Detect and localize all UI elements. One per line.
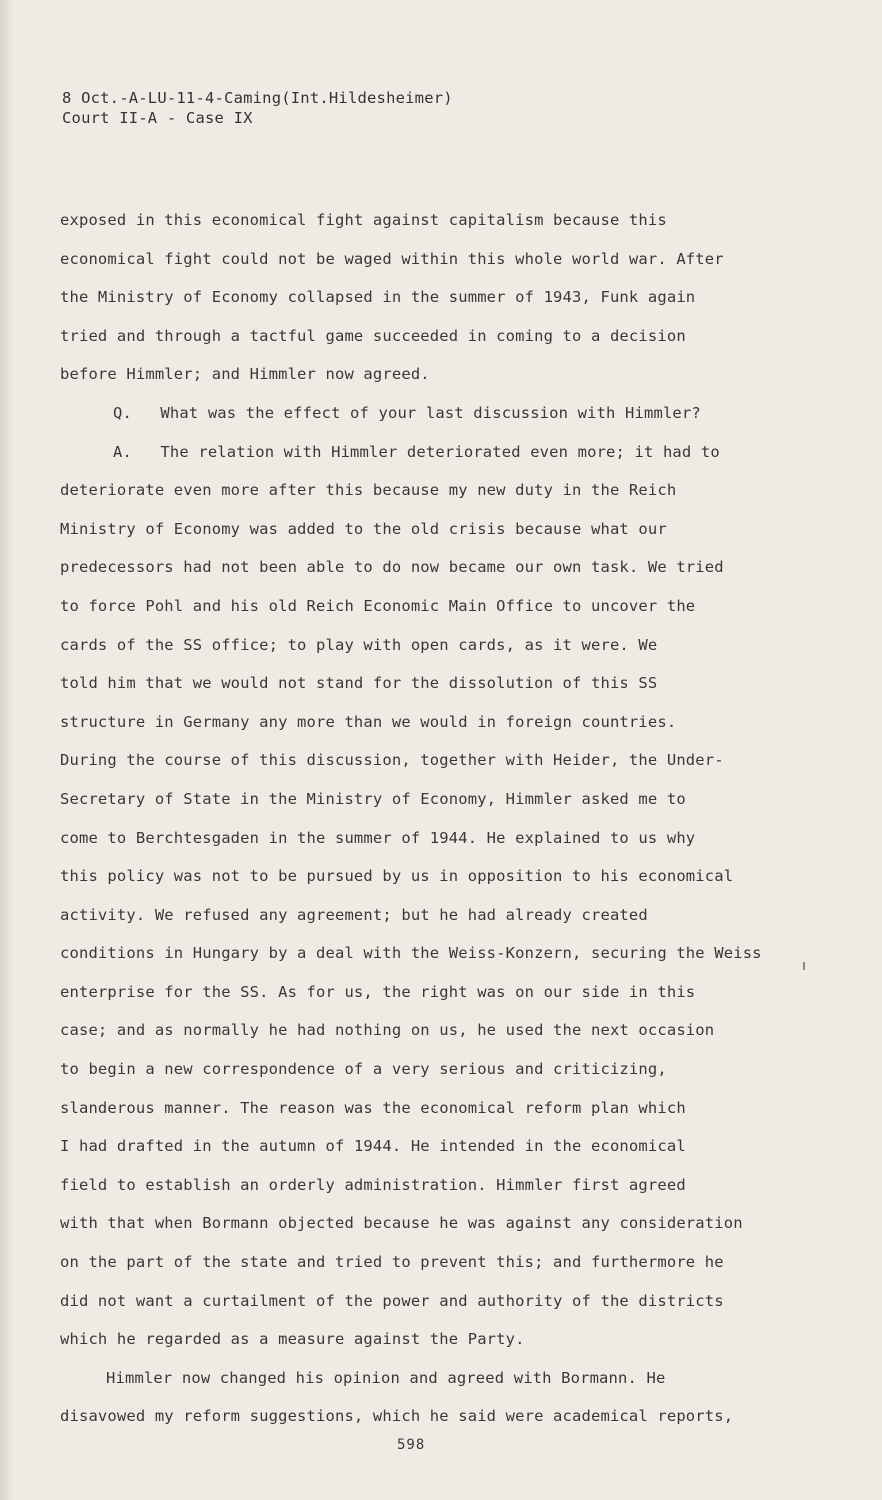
- text-line: activity. We refused any agreement; but he had already created: [60, 905, 648, 924]
- text-line: with that when Bormann objected because he was against any consideration: [60, 1214, 743, 1233]
- text-line: A. The relation with Himmler deteriorated even more; it had to: [113, 442, 720, 461]
- text-line: cards of the SS office; to play with open cards, as it were. We: [60, 635, 658, 654]
- text-line: During the course of this discussion, together with Heider, the Under-: [60, 751, 724, 770]
- text-line: case; and as normally he had nothing on us, he used the next occasion: [60, 1021, 715, 1040]
- page-edge-shadow: [0, 0, 14, 1500]
- header-line-1: 8 Oct.-A-LU-11-4-Caming(Int.Hildesheimer): [62, 89, 453, 107]
- text-line: predecessors had not been able to do now became our own task. We tried: [60, 558, 724, 577]
- text-line: conditions in Hungary by a deal with the Weiss-Konzern, securing the Weiss: [60, 944, 762, 963]
- text-line: come to Berchtesgaden in the summer of 1944. He explained to us why: [60, 828, 696, 847]
- margin-mark: [803, 962, 805, 970]
- text-line: this policy was not to be pursued by us in opposition to his economical: [60, 867, 734, 886]
- text-line: on the part of the state and tried to prevent this; and furthermore he: [60, 1253, 724, 1272]
- text-line: disavowed my reform suggestions, which he said were academical reports,: [60, 1407, 734, 1426]
- text-line: field to establish an orderly administration. Himmler first agreed: [60, 1175, 686, 1194]
- text-line: to force Pohl and his old Reich Economic Main Office to uncover the: [60, 596, 696, 615]
- text-line: economical fight could not be waged within this whole world war. After: [60, 249, 724, 268]
- text-line: Q. What was the effect of your last discussion with Himmler?: [113, 403, 701, 422]
- text-line: enterprise for the SS. As for us, the right was on our side in this: [60, 982, 696, 1001]
- header-line-2: Court II-A - Case IX: [62, 109, 253, 127]
- transcript-body: [60, 207, 820, 1442]
- text-line: I had drafted in the autumn of 1944. He intended in the economical: [60, 1137, 686, 1156]
- text-line: told him that we would not stand for the dissolution of this SS: [60, 674, 658, 693]
- text-line: slanderous manner. The reason was the economical reform plan which: [60, 1098, 686, 1117]
- text-line: structure in Germany any more than we would in foreign countries.: [60, 712, 677, 731]
- page-number: 598: [397, 1437, 426, 1453]
- text-line: before Himmler; and Himmler now agreed.: [60, 365, 430, 384]
- text-line: did not want a curtailment of the power and authority of the districts: [60, 1291, 724, 1310]
- text-line: Ministry of Economy was added to the old crisis because what our: [60, 519, 667, 538]
- text-line: to begin a new correspondence of a very serious and criticizing,: [60, 1060, 667, 1079]
- document-header: [62, 88, 453, 128]
- text-line: deteriorate even more after this because my new duty in the Reich: [60, 481, 677, 500]
- text-line: Himmler now changed his opinion and agreed with Bormann. He: [106, 1368, 666, 1387]
- text-line: tried and through a tactful game succeeded in coming to a decision: [60, 326, 686, 345]
- text-line: the Ministry of Economy collapsed in the summer of 1943, Funk again: [60, 288, 696, 307]
- text-line: exposed in this economical fight against capitalism because this: [60, 211, 667, 229]
- text-line: Secretary of State in the Ministry of Economy, Himmler asked me to: [60, 789, 686, 808]
- text-line: which he regarded as a measure against the Party.: [60, 1330, 525, 1349]
